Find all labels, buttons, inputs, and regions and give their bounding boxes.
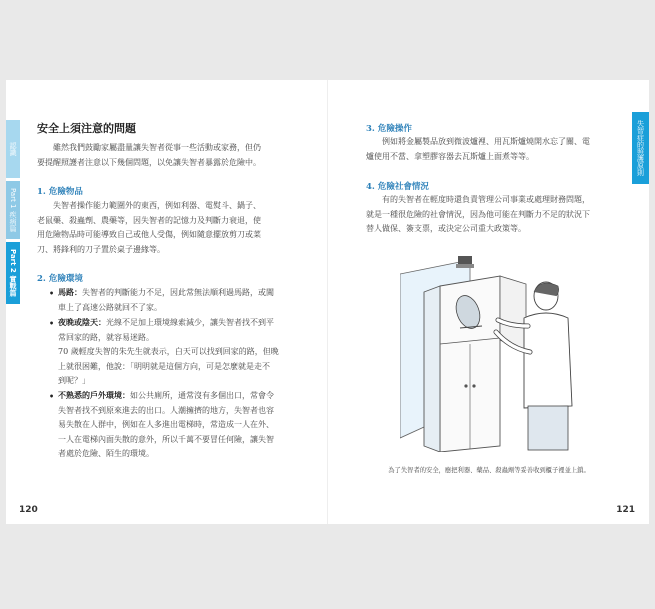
cabinet-illustration: [400, 256, 578, 452]
bullet-text: 車上了高速公路就回不了家。: [58, 302, 162, 312]
body-line: 爐使用不當、拿塑膠容器去瓦斯爐上面煮等等。: [366, 151, 534, 161]
body-line: 失智者操作能力範圍外的東西，例如利器、電熨斗、鍋子、: [53, 201, 261, 210]
bullet-text: 70 歲輕度失智的朱先生就表示，白天可以找到回家的路，但晚: [58, 347, 279, 356]
bullet-dot-icon: •: [49, 391, 55, 401]
bullet-text: 失智者的判斷能力不足，因此常無法順利過馬路，或闖: [82, 288, 274, 297]
tab-part2[interactable]: Part 2 實戰篇: [6, 242, 20, 304]
page-number-right: 121: [616, 505, 635, 515]
left-page: [6, 80, 327, 524]
section-heading-4: 4. 危險社會情況: [366, 182, 429, 192]
bullet-road: [49, 286, 274, 315]
bullet-night: [49, 316, 279, 389]
bullet-text: 者處於危險、陌生的環境。: [58, 449, 154, 458]
section-heading-1: 1. 危險物品: [37, 187, 83, 197]
section-1-body: [37, 199, 261, 257]
bullet-text: 失智者找不到原來進去的出口。人潮擁擠的地方，失智者也容: [58, 405, 274, 415]
bullet-unfamiliar: [49, 389, 274, 462]
bullet-text: 到呢？」: [58, 376, 90, 385]
section-heading-3: 3. 危險操作: [366, 124, 412, 134]
bullet-lead: 馬路：: [58, 288, 82, 297]
book-spread: [6, 80, 649, 524]
tab-part1[interactable]: Part 1 疾病篇: [6, 181, 20, 239]
page-number-left: 120: [19, 505, 38, 515]
bullet-text: 一人在電梯內面失散的意外，所以千萬不要冒任何險，讓失智: [58, 434, 274, 444]
right-page: [328, 80, 649, 524]
tab-intro[interactable]: 認識: [6, 120, 20, 178]
body-line: 替人做保、簽支票，或決定公司重大政策等。: [366, 224, 526, 233]
body-line: 就是一種很危險的社會情況，因為他可能在判斷力不足的狀況下: [366, 209, 590, 219]
intro-line: 要提醒照護者注意以下幾個問題，以免讓失智者暴露於危險中。: [37, 157, 261, 167]
bullet-text: 光線不足加上環境線索減少，讓失智者找不到平: [106, 318, 274, 327]
body-line: 用危險物品時可能導致自己或他人受傷，例如隨意擺放剪刀或菜: [37, 230, 261, 239]
bullet-text: 上就很困難，他說：「明明就是這個方向，可是怎麼就是走不: [58, 361, 270, 371]
intro-line: 雖然我們鼓勵家屬盡量讓失智者從事一些活動或家務，但仍: [53, 143, 261, 152]
bullet-text: 常回家的路，就容易迷路。: [58, 332, 154, 342]
intro-paragraph: [37, 141, 261, 170]
bullet-lead: 不熟悉的戶外環境：: [58, 391, 130, 400]
bullet-text: 易失散在人群中，例如在人多進出電梯時，常造成一人在外、: [58, 420, 274, 429]
bullet-lead: 夜晚或陰天：: [58, 318, 106, 327]
side-tab-care-principles[interactable]: 失智症的照護原則: [632, 112, 649, 184]
section-heading-2: 2. 危險環境: [37, 274, 83, 284]
bullet-dot-icon: •: [49, 288, 55, 298]
body-line: 老鼠藥、殺蟲劑、農藥等，因失智者的記憶力及判斷力衰退，使: [37, 215, 261, 225]
section-3-body: [366, 135, 590, 164]
body-line: 例如將金屬製品放到微波爐裡、用瓦斯爐燒開水忘了關、電: [382, 137, 590, 146]
section-4-body: [366, 193, 590, 237]
bullet-dot-icon: •: [49, 318, 55, 328]
page-title: 安全上須注意的問題: [37, 122, 136, 135]
body-line: 有的失智者在輕度時還負責管理公司事業或處理財務問題，: [382, 195, 590, 204]
body-line: 刀、將鋒利的刀子置於桌子邊緣等。: [37, 244, 165, 254]
bullet-text: 如公共廁所，通常沒有多個出口，常會令: [130, 391, 274, 400]
illustration-caption: 為了失智者的安全，應把利器、藥品、殺蟲劑等妥善收到櫃子裡並上鎖。: [388, 467, 590, 474]
